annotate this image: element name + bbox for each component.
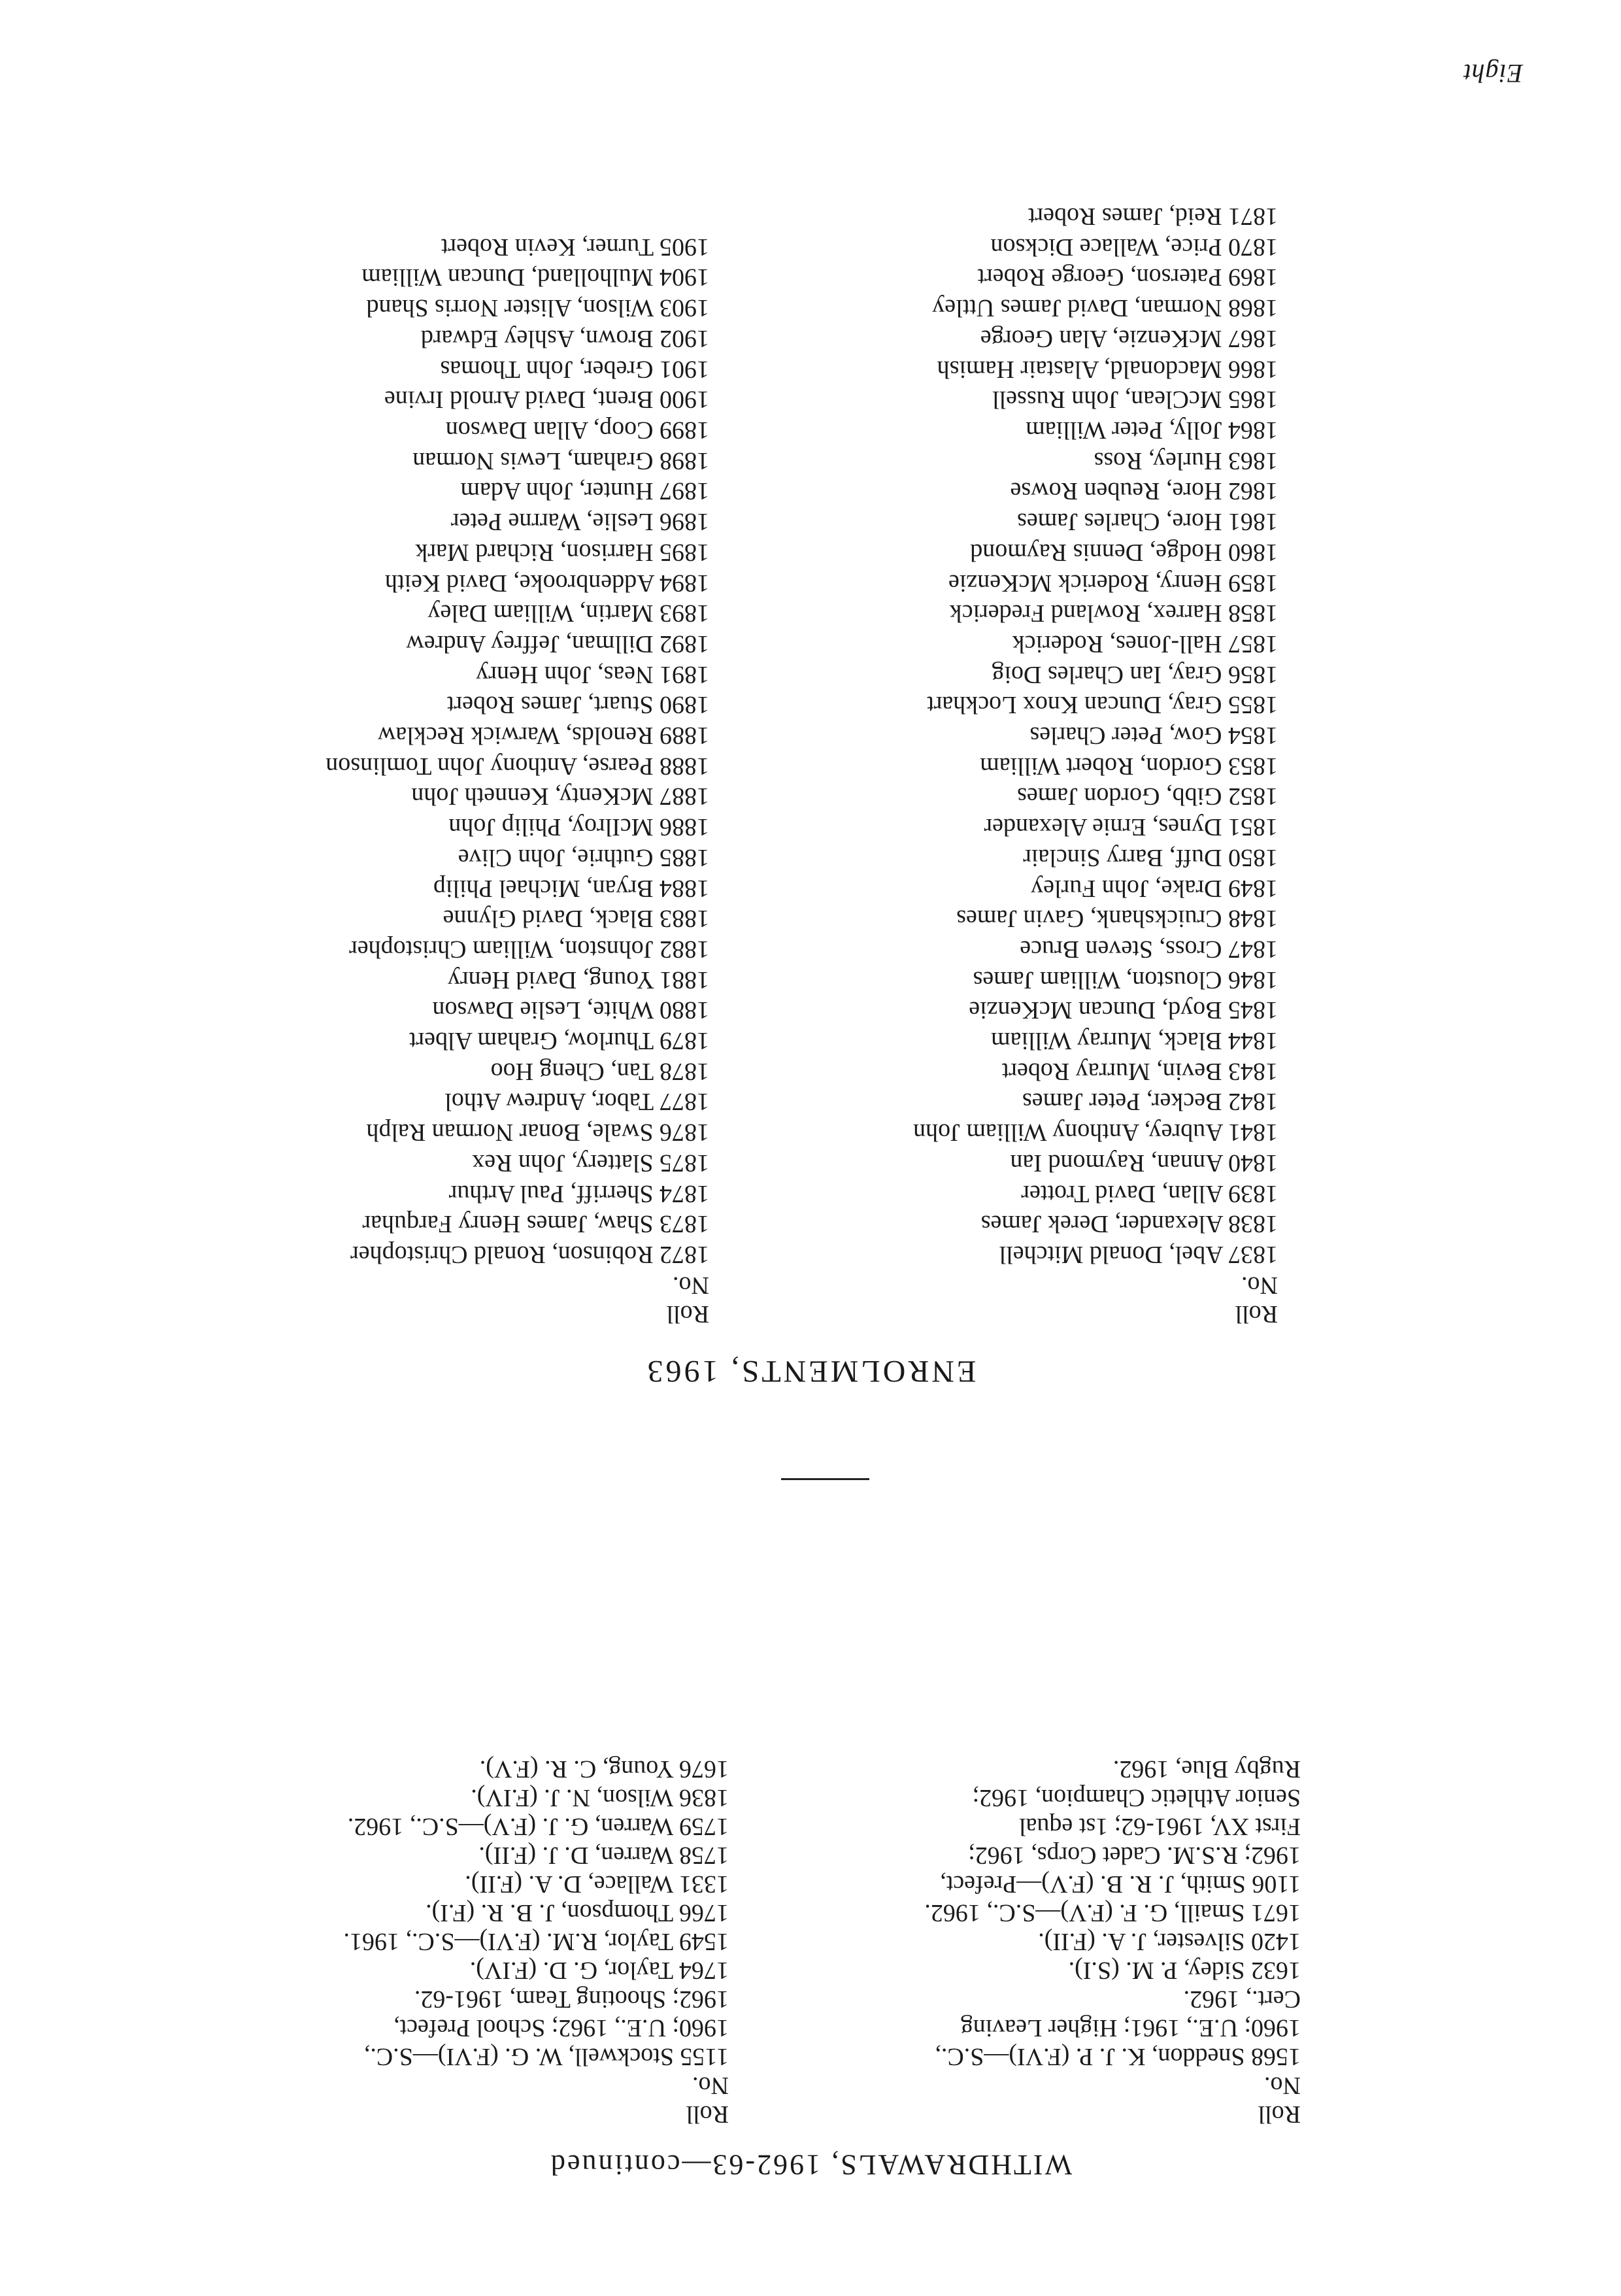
entry-line: 1858 Harrex, Rowland Frederick <box>949 599 1278 628</box>
withdrawals-right-column <box>343 1755 729 2071</box>
entry-line: 1902 Brown, Ashley Edward <box>420 324 709 352</box>
entry-line: 1899 Coop, Allan Dawson <box>445 416 709 445</box>
entry-line: 1671 Smaill, G. F. (F.V)—S.C., 1962. <box>924 1899 1301 1927</box>
entry-line: 1882 Johnston, William Christopher <box>349 935 709 963</box>
entry-line: 1859 Henry, Roderick McKenzie <box>948 569 1278 597</box>
entry-line: 1872 Robinson, Ronald Christopher <box>350 1241 709 1268</box>
entry-line: 1842 Becker, Peter James <box>1022 1088 1278 1116</box>
entry-line: 1862 Hore, Reuben Rowse <box>1010 477 1278 505</box>
entry-line: 1891 Neas, John Henry <box>476 660 709 688</box>
entry-line: 1847 Cross, Steven Bruce <box>1020 935 1278 963</box>
page-number: Eight <box>1463 59 1523 88</box>
entry-line: 1860 Hodge, Dennis Raymond <box>970 538 1278 566</box>
withdrawals-left-roll-header: Roll No. <box>1258 2072 1301 2128</box>
withdrawals-right-roll-header: Roll No. <box>686 2072 729 2128</box>
entry-line: 1853 Gordon, Robert William <box>980 752 1278 780</box>
entry-line: 1852 Gibb, Gordon James <box>1017 783 1278 811</box>
entry-line: 1676 Young, C. R. (F.V). <box>479 1755 729 1783</box>
entry-line: Cert., 1962. <box>1183 1985 1301 2013</box>
entry-line: 1881 Young, David Henry <box>447 966 709 994</box>
entry-line: 1845 Boyd, Duncan McKenzie <box>969 996 1278 1024</box>
entry-line: 1836 Wilson, N. J. (F.IV). <box>471 1784 729 1812</box>
entry-line: 1898 Graham, Lewis Norman <box>412 447 709 475</box>
entry-line: 1901 Greber, John Thomas <box>440 355 709 383</box>
entry-line: 1838 Alexander, Derek James <box>980 1210 1278 1238</box>
entry-line: 1850 Duff, Barry Sinclair <box>1023 843 1278 871</box>
entry-line: 1632 Sidey, P. M. (S.I). <box>1068 1957 1301 1984</box>
entry-line: 1893 Martin, William Daley <box>427 599 709 628</box>
entry-line: 1897 Hunter, John Adam <box>460 477 709 505</box>
entry-line: 1840 Annan, Raymond Ian <box>1010 1149 1278 1177</box>
entry-line: 1903 Wilson, Alister Norris Shand <box>366 294 709 322</box>
entry-line: 1331 Wallace, D. A. (F.II). <box>465 1870 729 1898</box>
entry-line: 1865 McClean, John Russell <box>992 386 1278 414</box>
entry-line: 1875 Slattery, John Rex <box>472 1149 709 1177</box>
entry-line: 1855 Gray, Duncan Knox Lockhart <box>927 691 1278 719</box>
entry-line: 1861 Hore, Charles James <box>1017 508 1278 536</box>
entry-line: 1568 Sneddon, K. J. P. (F.VI)—S.C., <box>935 2043 1301 2070</box>
withdrawals-heading: WITHDRAWALS, 1962-63—continued <box>548 2149 1073 2181</box>
entry-line: 1549 Taylor, R.M. (F.VI)—S.C., 1961. <box>343 1928 729 1955</box>
entry-line: 1764 Taylor, G. D. (F.IV). <box>469 1957 729 1984</box>
entry-line: 1894 Addenbrooke, David Keith <box>384 569 709 597</box>
entry-line: 1851 Dynes, Ernie Alexander <box>984 813 1278 841</box>
enrolments-left-roll-header: Roll No. <box>1235 1272 1278 1328</box>
entry-line: 1870 Price, Wallace Dickson <box>990 233 1278 261</box>
entry-line: 1766 Thompson, J. B. R. (F.I). <box>426 1899 729 1927</box>
entry-line: 1904 Mulholland, Duncan William <box>361 263 709 292</box>
entry-line: 1876 Swale, Bonar Norman Ralph <box>366 1119 709 1147</box>
entry-line: 1758 Warren, D. J. (F.II). <box>478 1842 729 1869</box>
entry-line: 1889 Renolds, Warwick Recklaw <box>377 722 709 750</box>
entry-line: 1905 Turner, Kevin Robert <box>441 233 709 261</box>
entry-line: 1868 Norman, David James Uttley <box>932 294 1278 322</box>
entry-line: 1886 McIlroy, Philip John <box>448 813 709 841</box>
entry-line: 1888 Pearse, Anthony John Tomlinson <box>326 752 709 780</box>
entry-line: 1962; R.S.M. Cadet Corps, 1962; <box>968 1842 1301 1869</box>
entry-line: 1895 Harrison, Richard Mark <box>415 538 709 566</box>
entry-line: 1879 Thurlow, Graham Albert <box>409 1027 709 1055</box>
entry-line: First XV, 1961-62; 1st equal <box>1018 1813 1301 1840</box>
entry-line: 1867 McKenzie, Alan George <box>980 324 1278 352</box>
entry-line: 1887 McKenty, Kenneth John <box>411 783 709 811</box>
enrolments-heading: ENROLMENTS, 1963 <box>644 1354 977 1389</box>
entry-line: 1883 Black, David Glynne <box>443 905 709 933</box>
enrolments-right-roll-header: Roll No. <box>666 1272 709 1328</box>
entry-line: 1878 Tan, Cheng Hoo <box>490 1057 709 1085</box>
entry-line: 1866 Macdonald, Alastair Hamish <box>937 355 1278 383</box>
entry-line: 1854 Gow, Peter Charles <box>1029 722 1278 750</box>
entry-line: 1960; U.E., 1961; Higher Leaving <box>960 2014 1301 2042</box>
entry-line: 1871 Reid, James Robert <box>1028 203 1278 231</box>
entry-line: 1846 Clouston, William James <box>973 966 1278 994</box>
entry-line: 1864 Jolly, Peter William <box>1026 416 1278 445</box>
entry-line: 1960; U.E., 1962; School Prefect, <box>393 2014 729 2042</box>
entry-line: 1856 Gray, Ian Charles Doig <box>992 660 1278 688</box>
enrolments-right-column <box>326 231 709 1270</box>
enrolments-left-column <box>913 201 1278 1270</box>
entry-line: 1890 Stuart, James Robert <box>446 691 709 719</box>
entry-line: 1892 Dillman, Jeffrey Andrew <box>406 630 709 658</box>
entry-line: 1155 Stockwell, W. G. (F.VI)—S.C., <box>363 2043 729 2070</box>
entry-line: 1863 Hurley, Ross <box>1094 447 1278 475</box>
entry-line: 1884 Bryan, Michael Philip <box>433 874 709 902</box>
entry-line: 1837 Abel, Donald Mitchell <box>999 1241 1278 1268</box>
entry-line: 1880 White, Leslie Dawson <box>432 996 709 1024</box>
entry-line: 1849 Drake, John Furley <box>1031 874 1278 902</box>
withdrawals-left-column <box>924 1755 1301 2071</box>
entry-line: 1874 Sherriff, Paul Arthur <box>448 1179 709 1207</box>
entry-line: 1844 Black, Murray William <box>991 1027 1278 1055</box>
entry-line: 1759 Warren, G. J. (F.V)—S.C., 1962. <box>347 1813 729 1840</box>
entry-line: 1877 Tabor, Andrew Athol <box>444 1088 709 1116</box>
entry-line: Senior Athletic Champion, 1962; <box>972 1784 1301 1812</box>
section-divider <box>781 1478 869 1480</box>
entry-line: 1843 Bevin, Murray Robert <box>1001 1057 1278 1085</box>
entry-line: 1896 Leslie, Warrne Peter <box>450 508 709 536</box>
entry-line: 1848 Cruickshank, Gavin James <box>956 905 1278 933</box>
entry-line: 1869 Paterson, George Robert <box>977 263 1278 292</box>
entry-line: Rugby Blue, 1962. <box>1112 1755 1301 1783</box>
entry-line: 1900 Brent, David Arnold Irvine <box>384 386 709 414</box>
entry-line: 1885 Guthrie, John Clive <box>458 843 709 871</box>
entry-line: 1106 Smith, J. R. B. (F.V)—Prefect, <box>940 1870 1301 1898</box>
entry-line: 1962; Shooting Team, 1961-62. <box>414 1985 729 2013</box>
entry-line: 1839 Allan, David Trotter <box>1021 1179 1278 1207</box>
entry-line: 1873 Shaw, James Henry Farquhar <box>362 1210 709 1238</box>
entry-line: 1857 Hall-Jones, Roderick <box>1012 630 1278 658</box>
entry-line: 1420 Silvester, J. A. (F.II). <box>1038 1928 1301 1955</box>
entry-line: 1841 Aubrey, Anthony William John <box>913 1119 1278 1147</box>
